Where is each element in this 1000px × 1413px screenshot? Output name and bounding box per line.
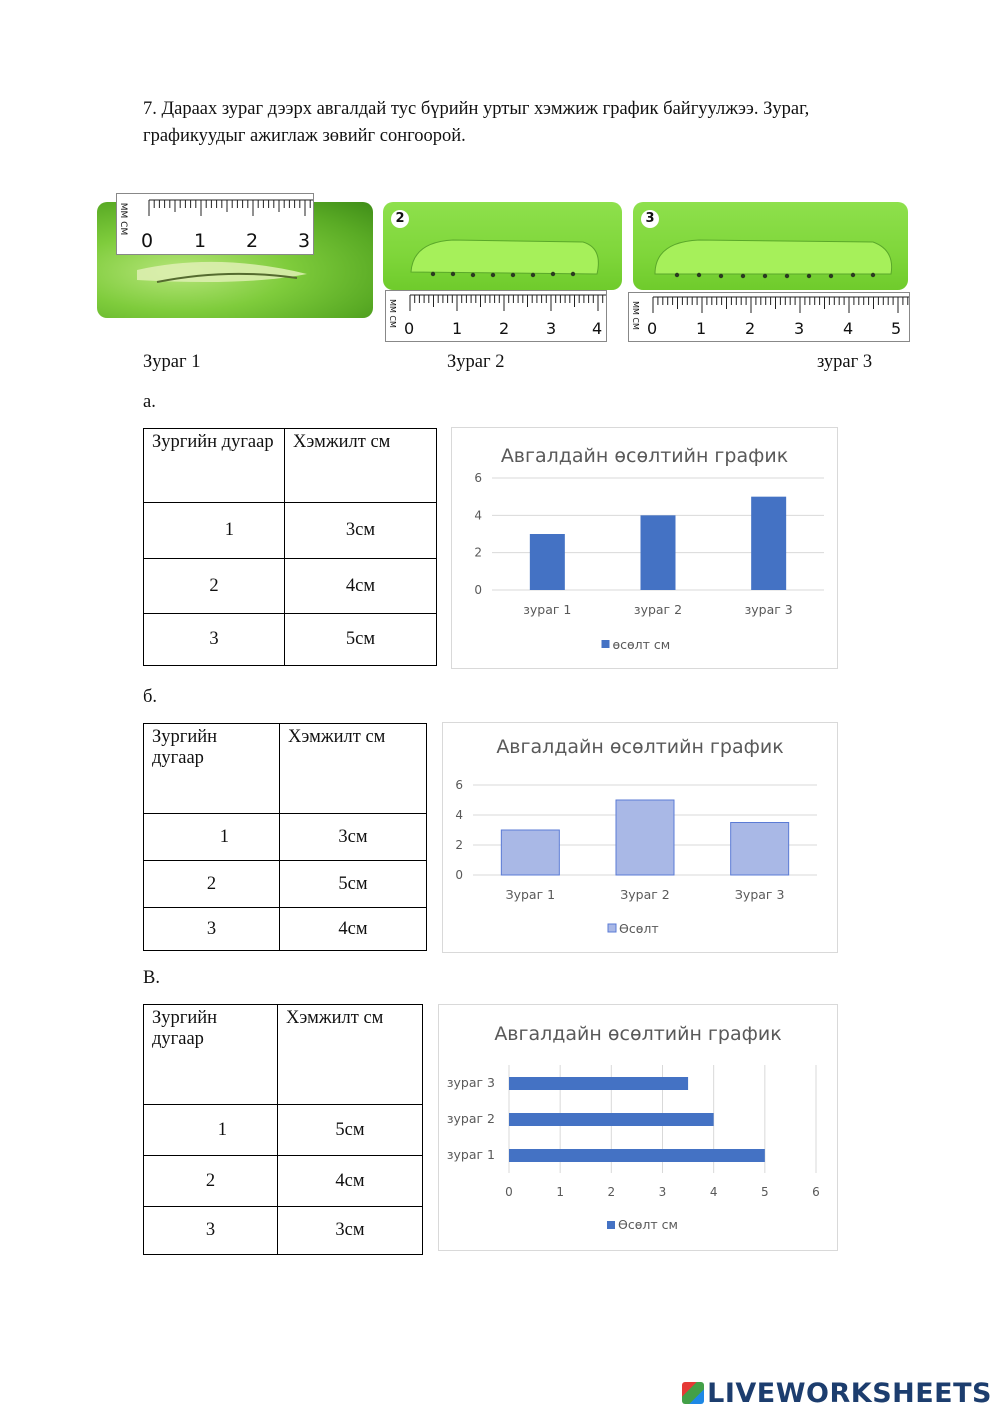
bar: [616, 800, 674, 875]
chart-title: Авгалдайн өсөлтийн график: [496, 736, 784, 758]
x-tick-label: зураг 1: [523, 602, 572, 617]
caterpillar-photo-2: [383, 202, 622, 290]
table-cell: 2: [144, 861, 280, 908]
option-a-label: а.: [143, 392, 156, 412]
option-a-chart: [451, 427, 838, 669]
caterpillar-photo-3: [633, 202, 908, 290]
table-header: Хэмжилт см: [278, 1005, 423, 1105]
photo-3-badge: 3: [641, 210, 659, 228]
ruler-2-num-0: 0: [404, 319, 415, 338]
table-cell: 2: [144, 559, 285, 614]
y-tick-label: зураг 3: [446, 1075, 495, 1090]
y-tick-label: зураг 2: [446, 1111, 495, 1126]
bar: [509, 1149, 765, 1162]
y-tick-label: 4: [474, 508, 482, 523]
legend-swatch: [608, 924, 616, 932]
ruler-2-unit: MM CM: [387, 299, 397, 328]
table-cell: 2: [144, 1156, 278, 1207]
ruler-3-num-5: 5: [891, 319, 902, 338]
table-cell: 3: [144, 614, 285, 666]
option-b-label: б.: [143, 687, 158, 707]
ruler-2-num-3: 3: [546, 319, 557, 338]
table-header: Зургийн дугаар: [144, 1005, 278, 1105]
logo-icon: [682, 1382, 704, 1404]
ruler-3-unit: MM CM: [630, 301, 640, 330]
x-tick-label: Зураг 2: [620, 887, 670, 902]
y-tick-label: 0: [455, 868, 463, 882]
ruler-2-num-1: 1: [452, 319, 463, 338]
legend-swatch: [607, 1221, 615, 1229]
ruler-1: [116, 193, 314, 255]
x-tick-label: 1: [556, 1185, 564, 1199]
legend-label: өсөлт см: [612, 637, 671, 652]
x-tick-label: 3: [658, 1185, 667, 1199]
table-header: Хэмжилт см: [280, 724, 427, 814]
caption-2: Зураг 2: [447, 352, 505, 372]
x-tick-label: Зураг 1: [505, 887, 556, 902]
ruler-3: [628, 292, 910, 342]
y-tick-label: зураг 1: [446, 1147, 495, 1162]
option-b-table: [143, 723, 427, 951]
table-header: Хэмжилт см: [285, 429, 437, 503]
caption-1: Зураг 1: [143, 352, 201, 372]
x-tick-label: зураг 2: [633, 602, 683, 617]
x-tick-label: 2: [607, 1185, 616, 1199]
table-header: Зургийн дугаар: [144, 429, 285, 503]
y-tick-label: 6: [455, 778, 463, 792]
table-cell: 5см: [285, 614, 437, 666]
option-a-table: [143, 428, 437, 666]
liveworksheets-logo: [682, 1378, 992, 1409]
table-cell: 3см: [285, 503, 437, 559]
chart-title: Авгалдайн өсөлтийн график: [494, 1023, 782, 1045]
y-tick-label: 4: [455, 808, 463, 822]
table-cell: 4см: [285, 559, 437, 614]
ruler-2-num-2: 2: [499, 319, 510, 338]
x-tick-label: 4: [709, 1185, 718, 1199]
ruler-2-num-4: 4: [592, 319, 603, 338]
option-v-label: В.: [143, 968, 160, 988]
table-header: Зургийн дугаар: [144, 724, 280, 814]
chart-title: Авгалдайн өсөлтийн график: [500, 445, 789, 467]
caterpillar-3-icon: [633, 202, 908, 290]
table-cell: 3: [144, 908, 280, 951]
ruler-3-num-1: 1: [696, 319, 707, 338]
x-tick-label: зураг 3: [744, 602, 793, 617]
y-tick-label: 6: [474, 471, 482, 485]
y-tick-label: 2: [474, 545, 482, 560]
ruler-1-num-2: 2: [246, 230, 259, 252]
ruler-3-num-2: 2: [745, 319, 756, 338]
caterpillar-2-icon: [383, 202, 622, 290]
ruler-3-num-0: 0: [647, 319, 658, 338]
option-v-chart: [438, 1004, 838, 1251]
table-cell: 5см: [280, 861, 427, 908]
ruler-1-num-3: 3: [298, 230, 311, 252]
chart-b-svg: [443, 723, 837, 952]
bar: [501, 830, 559, 875]
bar: [751, 497, 786, 590]
ruler-2: [385, 290, 607, 342]
photo-2-badge: 2: [391, 210, 409, 228]
brand-text: LIVEWORKSHEETS: [707, 1378, 992, 1409]
x-tick-label: Зураг 3: [734, 887, 785, 902]
question-text: 7. Дараах зураг дээрх авгалдай тус бүрийн уртыг хэмжиж график байгуулжээ. Зураг, графикуудыг ажиглаж зөвийг сонгоорой.: [143, 99, 810, 146]
legend-swatch: [602, 640, 610, 648]
table-cell: 4см: [280, 908, 427, 951]
y-tick-label: 2: [455, 838, 463, 852]
table-cell: 3см: [278, 1207, 423, 1255]
bar: [530, 534, 565, 590]
ruler-1-num-0: 0: [141, 230, 154, 252]
chart-a-svg: [452, 428, 837, 668]
table-cell: 5см: [278, 1105, 423, 1156]
legend-label: Өсөлт см: [618, 1217, 678, 1232]
legend-label: Өсөлт: [619, 921, 659, 936]
x-tick-label: 5: [761, 1185, 769, 1199]
bar: [509, 1113, 714, 1126]
option-b-chart: [442, 722, 838, 953]
option-v-table: [143, 1004, 423, 1255]
ruler-3-num-4: 4: [843, 319, 854, 338]
x-tick-label: 6: [812, 1185, 820, 1199]
bar: [641, 515, 676, 590]
caption-3: зураг 3: [817, 352, 873, 372]
table-cell: 1: [144, 814, 280, 861]
ruler-1-num-1: 1: [194, 230, 207, 252]
table-cell: 4см: [278, 1156, 423, 1207]
ruler-1-unit: MM CM: [118, 202, 129, 236]
y-tick-label: 0: [474, 583, 482, 597]
table-cell: 1: [144, 1105, 278, 1156]
chart-v-svg: [439, 1005, 837, 1250]
bar: [509, 1077, 688, 1090]
ruler-3-num-3: 3: [794, 319, 805, 338]
table-cell: 3см: [280, 814, 427, 861]
x-tick-label: 0: [505, 1185, 513, 1199]
table-cell: 3: [144, 1207, 278, 1255]
table-cell: 1: [144, 503, 285, 559]
bar: [731, 823, 789, 876]
